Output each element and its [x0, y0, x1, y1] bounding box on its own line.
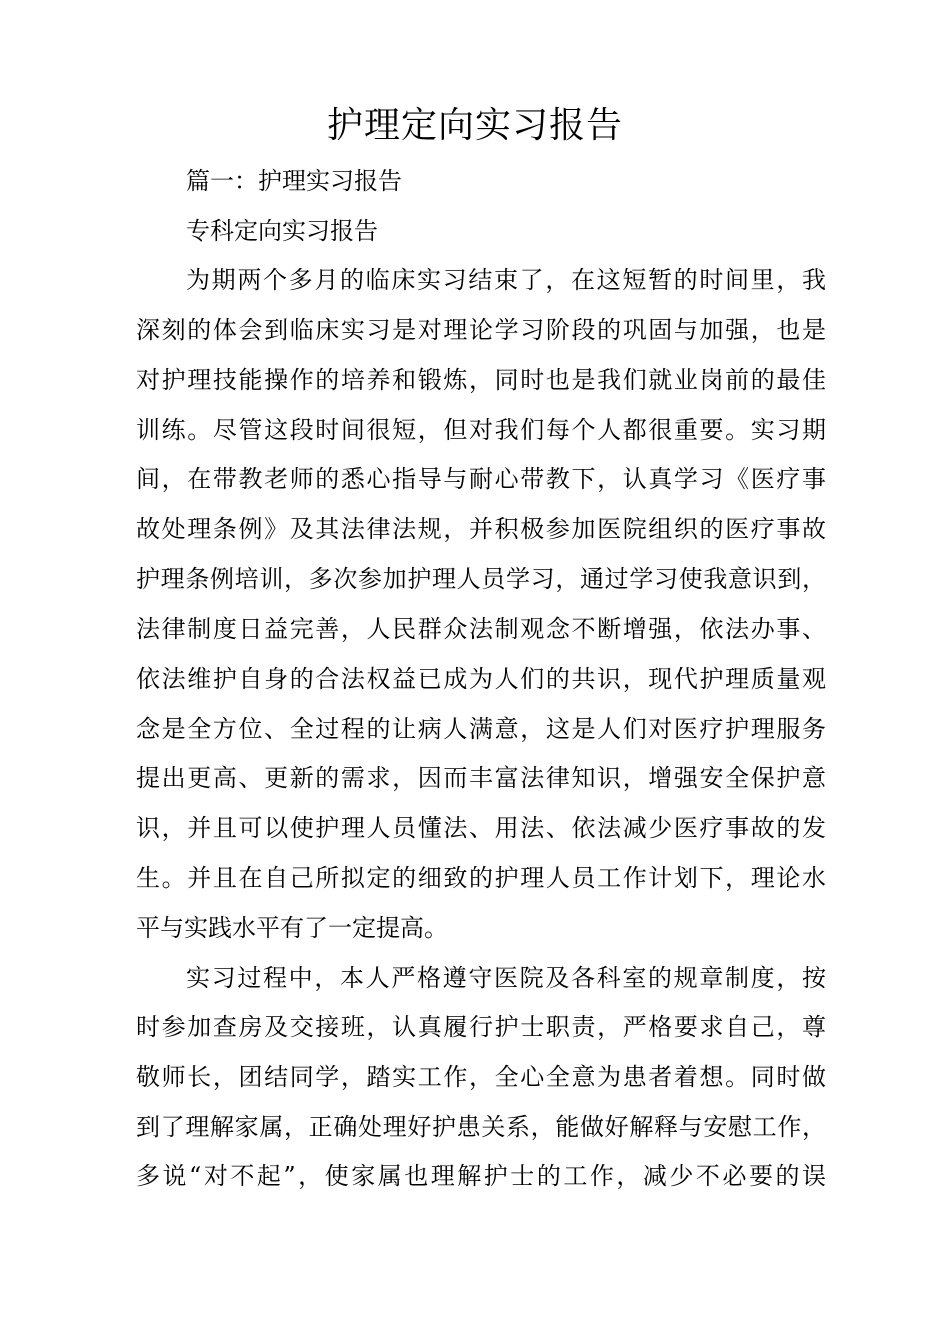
paragraph-line: 深刻的体会到临床实习是对理论学习阶段的巩固与加强，也是	[136, 316, 826, 344]
paragraph-line: 为期两个多月的临床实习结束了，在这短暂的时间里，我	[186, 266, 826, 294]
paragraph-line: 法律制度日益完善，人民群众法制观念不断增强，依法办事、	[136, 615, 826, 643]
paragraph-line: 依法维护自身的合法权益已成为人们的共识，现代护理质量观	[136, 665, 826, 693]
paragraph-line: 护理条例培训，多次参加护理人员学习，通过学习使我意识到，	[136, 565, 826, 593]
paragraph-line: 对护理技能操作的培养和锻炼，同时也是我们就业岗前的最佳	[136, 366, 826, 394]
paragraph-line: 念是全方位、全过程的让病人满意，这是人们对医疗护理服务	[136, 715, 826, 743]
paragraph-line: 多说“对不起”，使家属也理解护士的工作，减少不必要的误	[136, 1162, 826, 1190]
paragraph-line: 训练。尽管这段时间很短，但对我们每个人都很重要。实习期	[136, 416, 826, 444]
paragraph-line: 提出更高、更新的需求，因而丰富法律知识，增强安全保护意	[136, 764, 826, 792]
paragraph-line: 识，并且可以使护理人员懂法、用法、依法减少医疗事故的发	[136, 814, 826, 842]
subheading: 专科定向实习报告	[186, 217, 378, 245]
paragraph-line: 实习过程中，本人严格遵守医院及各科室的规章制度，按	[186, 964, 826, 992]
paragraph-line: 间，在带教老师的悉心指导与耐心带教下，认真学习《医疗事	[136, 465, 826, 493]
paragraph-line: 敬师长，团结同学，踏实工作，全心全意为患者着想。同时做	[136, 1063, 826, 1091]
paragraph-line: 平与实践水平有了一定提高。	[136, 914, 448, 942]
paragraph-line: 生。并且在自己所拟定的细致的护理人员工作计划下，理论水	[136, 864, 826, 892]
document-title: 护理定向实习报告	[326, 105, 623, 146]
section-heading: 篇一：护理实习报告	[186, 167, 402, 195]
paragraph-line: 到了理解家属，正确处理好护患关系，能做好解释与安慰工作，	[136, 1113, 826, 1141]
paragraph-line: 故处理条例》及其法律法规，并积极参加医院组织的医疗事故	[136, 515, 826, 543]
paragraph-line: 时参加查房及交接班，认真履行护士职责，严格要求自己，尊	[136, 1013, 826, 1041]
